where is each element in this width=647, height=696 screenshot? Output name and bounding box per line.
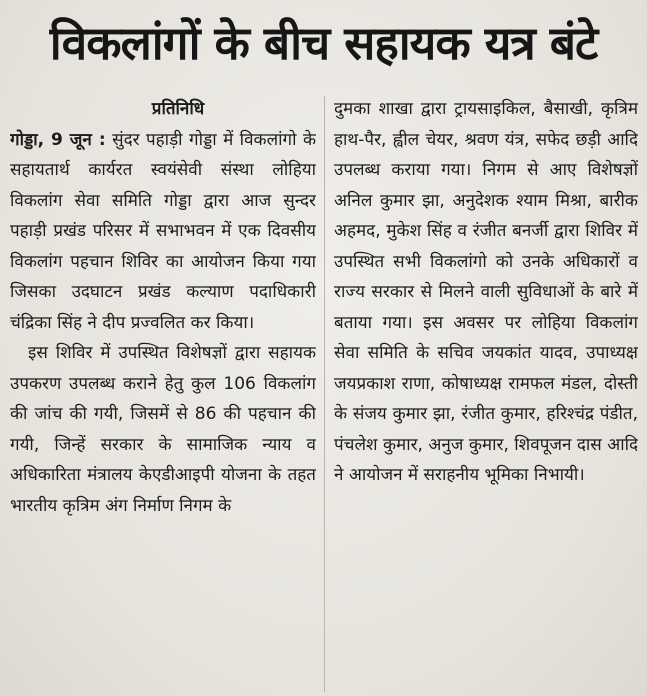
article-right-column [334, 94, 638, 491]
dateline: गोड्डा, 9 जून : [10, 129, 106, 150]
article-paragraph-3: दुमका शाखा द्वारा ट्रायसाइकिल, बैसाखी, कृत्रिम हाथ-पैर, ह्वील चेयर, श्रवण यंत्र, सफेद छड़ी आदि उपलब्ध कराया गया। निगम से आए विशेषज्ञों अनिल कुमार झा, अनुदेशक श्याम मिश्रा, बारीक अहमद, मुकेश सिंह व रंजीत बनर्जी द्वारा शिविर में उपस्थित सभी विकलांगो को उनके अधिकारों व राज्य सरकार से मिलने वाली सुविधाओं के बारे में बताया गया। इस अवसर पर लोहिया विकलांग सेवा समिति के सचिव जयकांत यादव, उपाध्यक्ष जयप्रकाश राणा, कोषाध्यक्ष रामफल मंडल, दोस्ती के संजय कुमार झा, रंजीत कुमार, हरिश्चंद्र पंडीत, पंचलेश कुमार, अनुज कुमार, शिवपूजन दास आदि ने आयोजन में सराहनीय भूमिका निभायी। [334, 99, 638, 485]
article-paragraph-1 [10, 125, 316, 339]
byline: प्रतिनिधि [151, 99, 205, 119]
column-divider [324, 96, 325, 692]
article-left-column [10, 94, 316, 521]
article-paragraph-2: इस शिविर में उपस्थित विशेषज्ञों द्वारा सहायक उपकरण उपलब्ध कराने हेतु कुल 106 विकलांग की जांच की गयी, जिसमें से 86 की पहचान की गयी, जिन्हें सरकार के सामाजिक न्याय व अधिकारिता मंत्रालय केएडीआइपी योजना के तहत भारतीय कृत्रिम अंग निर्माण निगम के [10, 343, 316, 516]
headline: विकलांगों के बीच सहायक यत्र बंटे [49, 16, 598, 70]
paragraph-1-text: सुंदर पहाड़ी गोड्डा में विकलांगो के सहायतार्थ कार्यरत स्वयंसेवी संस्था लोहिया विकलांग सेवा समिति गोड्डा द्वारा आज सुन्दर पहाड़ी प्रखंड परिसर में सभाभवन में एक दिवसीय विकलांग पहचान शिविर का आयोजन किया गया जिसका उदघाटन प्रखंड कल्याण पदाधिकारी चंद्रिका सिंह ने दीप प्रज्वलित कर किया। [10, 129, 316, 333]
